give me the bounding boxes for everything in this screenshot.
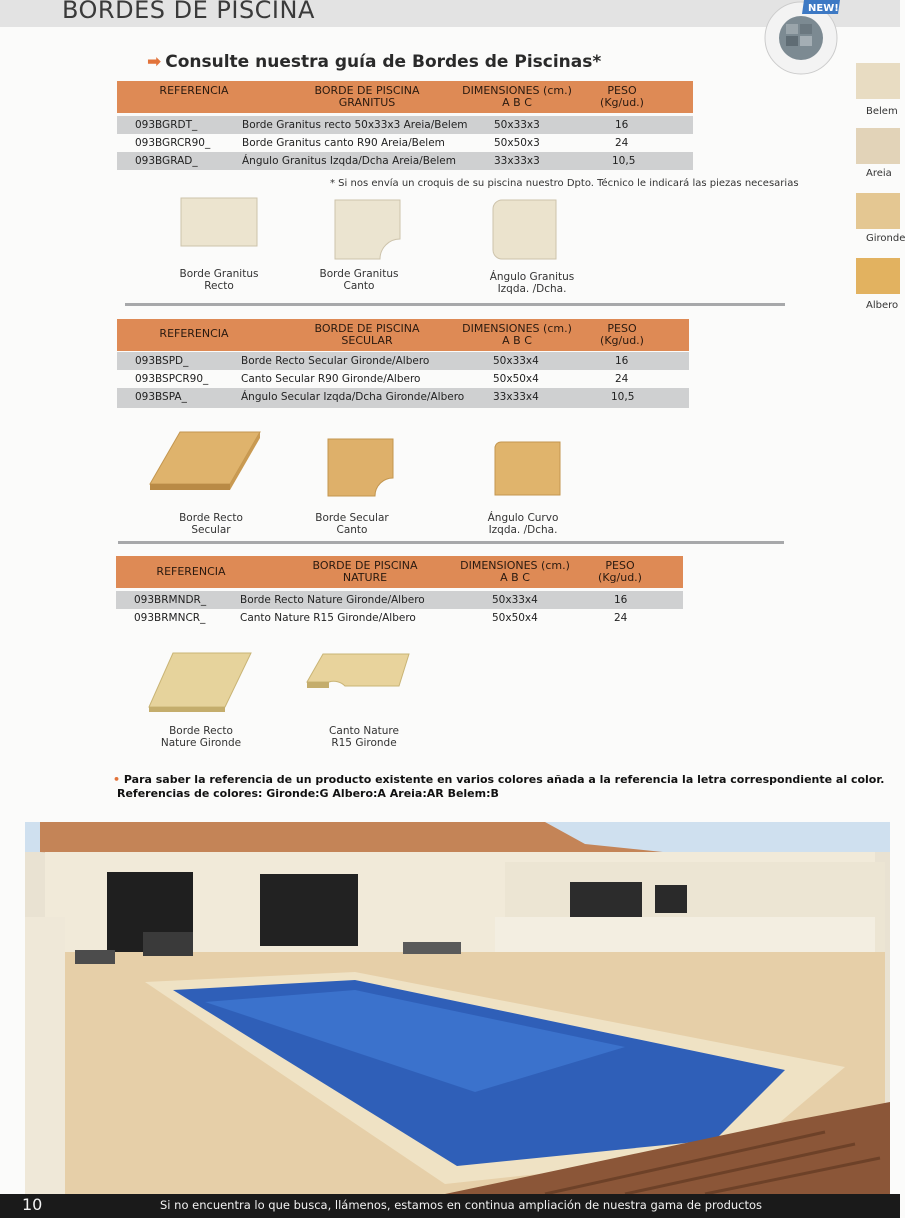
caption-nature-canto: Canto Nature R15 Gironde — [329, 725, 399, 749]
swatch-albero — [856, 258, 900, 294]
page-footer — [0, 1194, 900, 1218]
table-granitus-header — [117, 81, 693, 113]
caption-granitus-canto: Borde Granitus Canto — [319, 268, 399, 292]
col-borde: BORDE DE PISCINA SECULAR — [314, 322, 420, 347]
col-dimensiones: DIMENSIONES (cm.) A B C — [460, 559, 570, 584]
borde-recto-nature-image — [145, 649, 255, 715]
page-title: BORDES DE PISCINA — [62, 0, 315, 24]
table-secular-header — [117, 319, 689, 351]
table-nature-header — [116, 556, 683, 588]
caption-nature-recto: Borde Recto Nature Gironde — [160, 725, 242, 749]
badge-text: NEW! — [808, 3, 839, 14]
table-row: 093BRMNDR_ Borde Recto Nature Gironde/Albero 50x33x4 16 — [116, 591, 683, 609]
swatch-areia — [856, 128, 900, 164]
swatch-belem — [856, 63, 900, 99]
swatch-label-albero: Albero — [866, 300, 899, 311]
table-row: 093BSPD_ Borde Recto Secular Gironde/Albero 50x33x4 16 — [117, 352, 689, 370]
caption-angulo-curvo: Ángulo Curvo Izqda. /Dcha. — [487, 512, 559, 536]
col-peso: PESO (Kg/ud.) — [598, 559, 642, 584]
col-peso: PESO (Kg/ud.) — [600, 84, 644, 109]
angulo-granitus-image — [492, 199, 558, 261]
table-row: 093BSPA_ Ángulo Secular Izqda/Dcha Gironde/Albero 33x33x4 10,5 — [117, 388, 689, 408]
table-row: 093BRMNCR_ Canto Nature R15 Gironde/Albero 50x50x4 24 — [134, 612, 628, 624]
bullet-icon: • — [113, 773, 121, 786]
borde-granitus-recto-image — [180, 197, 258, 249]
swatch-label-areia: Areia — [866, 168, 892, 179]
caption-secular-recto: Borde Recto Secular — [179, 512, 243, 536]
guide-heading — [147, 52, 601, 72]
new-badge-icon — [760, 0, 842, 80]
col-referencia: REFERENCIA — [159, 84, 229, 97]
caption-granitus-recto: Borde Granitus Recto — [179, 268, 259, 292]
col-referencia: REFERENCIA — [156, 565, 226, 578]
canto-nature-image — [303, 652, 413, 692]
page-number: 10 — [22, 1195, 43, 1214]
pool-photo — [25, 822, 890, 1194]
color-reference-note: • Para saber la referencia de un producto existente en varios colores añada a la referencia la letra correspondiente al color. Referencias de colores: Gironde:G Albero:A Areia:AR Belem:B — [113, 773, 885, 800]
col-dimensiones: DIMENSIONES (cm.) A B C — [462, 84, 572, 109]
divider — [125, 303, 785, 306]
swatch-label-belem: Belem — [866, 106, 898, 117]
col-peso: PESO (Kg/ud.) — [600, 322, 644, 347]
angulo-curvo-image — [494, 441, 562, 497]
table-row: 093BSPCR90_ Canto Secular R90 Gironde/Albero 50x50x4 24 — [135, 373, 629, 385]
table-row: 093BGRCR90_ Borde Granitus canto R90 Areia/Belem 50x50x3 24 — [135, 137, 629, 149]
borde-granitus-canto-image — [334, 199, 402, 261]
col-referencia: REFERENCIA — [159, 327, 229, 340]
caption-granitus-angulo: Ángulo Granitus Izqda. /Dcha. — [489, 271, 575, 295]
arrow-right-icon: ➡ — [147, 52, 162, 72]
divider — [118, 541, 784, 544]
footer-message: Si no encuentra lo que busca, llámenos, estamos en continua ampliación de nuestra gama de productos — [160, 1198, 763, 1212]
col-borde: BORDE DE PISCINA GRANITUS — [314, 84, 420, 109]
borde-secular-canto-image — [327, 438, 395, 498]
borde-recto-secular-image — [146, 428, 264, 494]
technical-note: * Si nos envía un croquis de su piscina nuestro Dpto. Técnico le indicará las piezas necesarias — [330, 178, 799, 189]
col-dimensiones: DIMENSIONES (cm.) A B C — [462, 322, 572, 347]
guide-title: Consulte nuestra guía de Bordes de Piscinas* — [165, 52, 602, 72]
col-borde: BORDE DE PISCINA NATURE — [312, 559, 418, 584]
table-row: 093BGRDT_ Borde Granitus recto 50x33x3 Areia/Belem 50x33x3 16 — [117, 116, 693, 134]
caption-secular-canto: Borde Secular Canto — [315, 512, 389, 536]
swatch-label-gironde: Gironde — [866, 233, 905, 244]
swatch-gironde — [856, 193, 900, 229]
table-row: 093BGRAD_ Ángulo Granitus Izqda/Dcha Areia/Belem 33x33x3 10,5 — [117, 152, 693, 170]
